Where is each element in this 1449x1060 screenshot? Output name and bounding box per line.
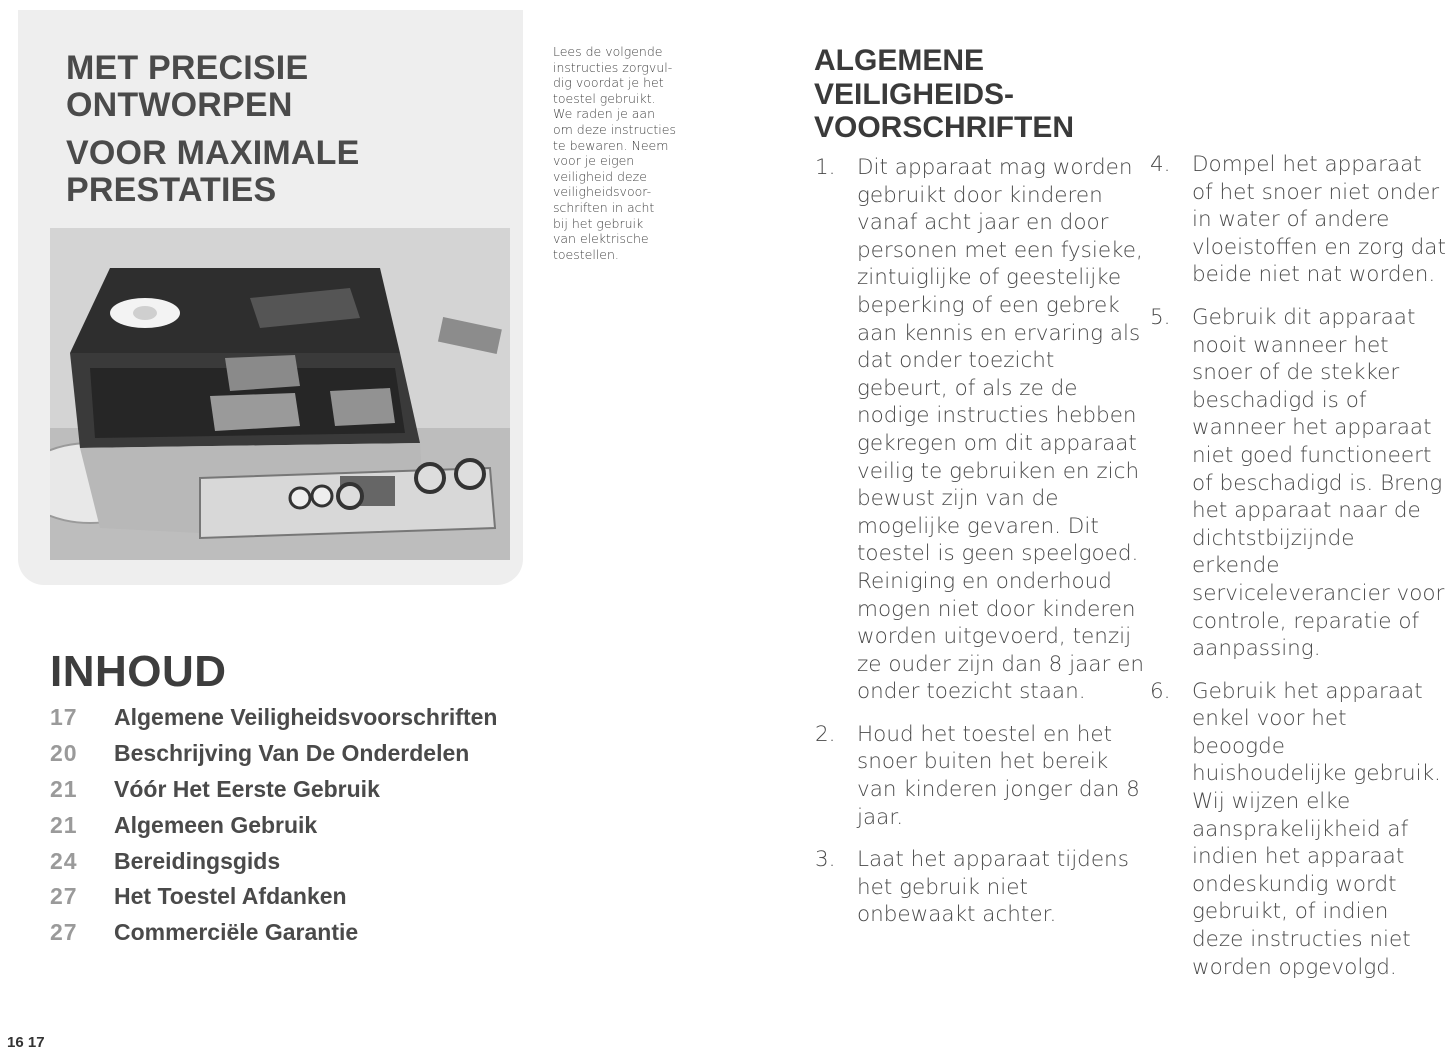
toc-item[interactable] (50, 700, 497, 736)
toc-page-number: 20 (50, 740, 78, 767)
toc-item[interactable] (50, 772, 497, 808)
safety-list-column-2 (1150, 151, 1446, 981)
safety-item-text: Dit apparaat mag worden gebruikt door kinderen vanaf acht jaar en door personen met een fysieke, zintuiglijke of geestelijke beperking of een gebrek aan kennis en ervaring als dat onder toezicht gebeurt, of als ze de nodige instructies hebben gekregen om dit apparaat veilig te gebruiken en zich bewust zijn van de mogelijke gevaren. Dit toestel is geen speelgoed. Reiniging en onderhoud mogen niet door kinderen worden uitgevoerd, tenzij ze ouder zijn dan 8 jaar en onder toezicht staan. (857, 155, 1145, 705)
safety-item (815, 154, 1145, 706)
safety-item-number: 1. (815, 155, 836, 180)
toc-page-number: 27 (50, 883, 78, 910)
toc-title: INHOUD (50, 647, 227, 696)
safety-section-title: ALGEMENE VEILIGHEIDS- VOORSCHRIFTEN (814, 44, 1075, 144)
hero-panel (18, 10, 523, 585)
safety-item-text: Gebruik dit apparaat nooit wanneer het snoer of de stekker beschadigd is of wanneer het apparaat niet goed functioneert of beschadigd is. Breng het apparaat naar de dichtstbijzijnde erkende serviceleverancier voor controle, reparatie of aanpassing. (1192, 304, 1445, 662)
safety-item-text: Gebruik het apparaat enkel voor het beoogde huishoudelijke gebruik. Wij wijzen elke aansprakelijkheid af indien het apparaat ondeskundig wordt gebruikt, of indien deze instructies niet worden opgevolgd. (1192, 678, 1441, 980)
safety-item-number: 3. (815, 847, 836, 873)
toc-label: Bereidingsgids (114, 847, 281, 874)
grill-illustration (50, 228, 510, 560)
hero-title-line-2: VOOR MAXIMALE PRESTATIES (66, 134, 360, 209)
safety-item-text: Dompel het apparaat of het snoer niet onder in water of andere vloeistoffen en zorg dat beide niet nat worden. (1192, 152, 1446, 288)
toc-page-number: 27 (50, 919, 78, 946)
safety-item (1150, 678, 1446, 982)
safety-list-column-1 (815, 154, 1145, 929)
toc-page-number: 21 (50, 775, 78, 802)
table-of-contents (50, 700, 497, 951)
grill-photo (50, 228, 510, 560)
safety-item (815, 721, 1145, 831)
toc-page-number: 17 (50, 704, 78, 731)
toc-label: Vóór Het Eerste Gebruik (114, 775, 380, 802)
safety-item-text: Laat het apparaat tijdens het gebruik niet onbewaakt achter. (857, 847, 1129, 928)
toc-label: Algemene Veiligheidsvoorschriften (114, 704, 498, 731)
hero-title-line-1: MET PRECISIE ONTWORPEN (66, 49, 309, 124)
safety-item-number: 2. (815, 721, 836, 747)
safety-item-text: Houd het toestel en het snoer buiten het bereik van kinderen jonger dan 8 jaar. (857, 721, 1140, 830)
toc-page-number: 21 (50, 811, 78, 838)
toc-label: Commerciële Garantie (114, 919, 359, 946)
toc-item[interactable] (50, 736, 497, 772)
page-numbers: 16 17 (7, 1034, 45, 1051)
safety-item-number: 6. (1150, 678, 1171, 704)
safety-item-number: 4. (1150, 152, 1171, 177)
toc-item[interactable] (50, 843, 497, 879)
toc-page-number: 24 (50, 847, 78, 874)
toc-label: Het Toestel Afdanken (114, 883, 347, 910)
toc-label: Beschrijving Van De Onderdelen (114, 740, 470, 767)
toc-item[interactable] (50, 807, 497, 843)
safety-item-number: 5. (1150, 304, 1171, 330)
intro-note: Lees de volgende instructies zorgvul- dig voordat je het toestel gebruikt. We raden je aan om deze instructies te bewaren. Neem voor je eigen veiligheid deze veiligheidsvoor- schriften in acht bij het gebruik van elektrische toestellen. (553, 44, 676, 262)
safety-item (1150, 304, 1446, 663)
toc-item[interactable] (50, 915, 497, 951)
toc-label: Algemeen Gebruik (114, 811, 318, 838)
safety-item (1150, 151, 1446, 289)
toc-item[interactable] (50, 879, 497, 915)
safety-item (815, 846, 1145, 929)
